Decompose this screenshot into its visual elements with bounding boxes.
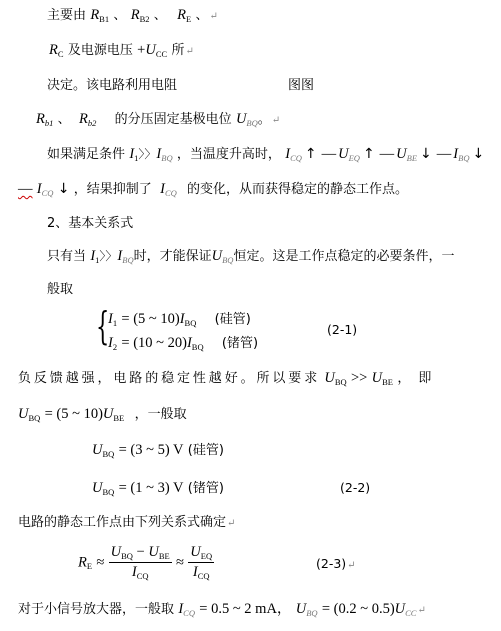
- up-arrow-icon: ↑: [362, 146, 375, 162]
- var-ube: U: [371, 370, 383, 386]
- sub-b1: b1: [44, 118, 54, 128]
- figure-ref: [288, 76, 314, 95]
- var-icq: I: [178, 601, 184, 617]
- sub-be: BE: [113, 413, 125, 423]
- line8-text: 只有当: [47, 249, 87, 264]
- eq3-number: [316, 555, 356, 575]
- figure-ref-text: 图图: [288, 78, 315, 93]
- line9-text: 般取: [47, 282, 74, 297]
- sub-bq: BQ: [121, 551, 133, 561]
- sub-1: 1: [95, 255, 100, 265]
- text-line-4: [36, 110, 280, 130]
- line10-tail: ，即: [397, 371, 440, 386]
- text-line-9: [47, 280, 73, 299]
- sep: 、: [113, 8, 127, 23]
- sub-cq: CQ: [41, 188, 54, 198]
- equation-number: (2-3): [316, 556, 347, 571]
- expr: = 0.5 ~ 2 mA，: [199, 601, 292, 617]
- eq1-row2: [108, 334, 258, 353]
- text-line-3: [47, 76, 177, 95]
- var-ubq: U: [110, 544, 122, 560]
- sub-b2: B2: [139, 14, 150, 24]
- var-i1: I: [129, 146, 135, 162]
- line10-text: 负反馈越强，电路的稳定性越好。所以要求: [18, 371, 321, 386]
- period: 。: [257, 112, 271, 127]
- text-line-5: [47, 145, 487, 164]
- down-arrow-icon: ↓: [420, 146, 432, 162]
- var-ubq: U: [235, 111, 247, 127]
- dash: —: [379, 146, 395, 162]
- sep: 、: [153, 8, 167, 23]
- var-ibq: I: [117, 248, 123, 264]
- up-arrow-icon: ↑: [304, 146, 317, 162]
- var-rb1: R: [36, 111, 45, 127]
- chain-variable: U: [338, 146, 349, 162]
- line8-text3: 恒定。这是工作点稳定的必要条件，一: [233, 249, 455, 264]
- sub-bq: BQ: [246, 118, 258, 128]
- var-icq: I: [131, 564, 137, 580]
- fraction-2-denominator: [188, 563, 214, 581]
- note-silicon: (硅管): [187, 443, 224, 458]
- text-line-2: [49, 41, 194, 61]
- down-arrow-icon: ↓: [472, 146, 485, 162]
- sub-bq: BQ: [102, 487, 115, 497]
- line8-text2: 时，才能保证: [133, 249, 212, 264]
- equation-number: (2-2): [340, 480, 371, 495]
- line6-text: ，结果抑制了: [73, 182, 152, 197]
- line11-text: ，一般取: [134, 407, 187, 422]
- var-ibq: I: [179, 311, 185, 327]
- dash: —: [436, 146, 452, 162]
- section-heading: [47, 214, 133, 233]
- var-i1: I: [108, 311, 113, 327]
- sub-bq: BQ: [334, 377, 347, 387]
- text-line-6: [18, 180, 408, 199]
- return-mark-icon: ↵: [271, 115, 281, 126]
- sub-bq: BQ: [306, 608, 318, 618]
- var-ube: U: [102, 406, 114, 422]
- chain-subscript: BE: [406, 153, 418, 163]
- sub-b1: B1: [99, 14, 110, 24]
- var-i1: I: [90, 248, 96, 264]
- fraction-1-denominator: [109, 563, 172, 581]
- sub-bq: BQ: [222, 255, 234, 265]
- sub-cc: CC: [405, 608, 417, 618]
- sub-e: E: [86, 561, 93, 571]
- line13-text: 对于小信号放大器，一般取: [18, 602, 175, 617]
- sub-cc: CC: [155, 49, 168, 59]
- var-ueq: U: [190, 544, 201, 560]
- expr: = (10 ~ 20): [121, 335, 187, 351]
- note-germanium: (锗管): [187, 481, 224, 496]
- return-mark-icon: ↵: [227, 518, 236, 529]
- return-mark-icon: ↵: [417, 605, 426, 616]
- fraction-2-numerator: [188, 544, 214, 563]
- text-line-8: [47, 247, 454, 266]
- line2-text: 及电源电压: [67, 43, 133, 58]
- sub-e: E: [185, 14, 192, 24]
- sub-bq: BQ: [191, 342, 204, 352]
- fraction-1-numerator: [109, 544, 172, 563]
- var-ubq: U: [92, 442, 103, 458]
- dash: —: [321, 146, 337, 162]
- var-re: R: [177, 7, 186, 23]
- line5-text2: ，当温度升高时，: [176, 147, 281, 162]
- chain-variable: I: [453, 146, 459, 162]
- sub-bq: BQ: [28, 413, 41, 423]
- return-mark-icon: ↵: [209, 11, 218, 22]
- sub-bq: BQ: [122, 255, 134, 265]
- plus: +: [137, 42, 146, 58]
- eq2-row2: [92, 479, 224, 498]
- note-silicon: (硅管): [214, 312, 251, 327]
- var-rb2: R: [78, 111, 88, 127]
- sub-be: BE: [158, 551, 170, 561]
- expr: = (1 ~ 3) V: [118, 480, 184, 496]
- eq2-row1: [92, 441, 224, 460]
- sub-b2: b2: [87, 118, 97, 128]
- var-rb2: R: [130, 7, 140, 23]
- expr: = (3 ~ 5) V: [118, 442, 184, 458]
- much-greater: >>: [351, 370, 368, 386]
- var-icq: I: [192, 564, 198, 580]
- fraction-2: [188, 544, 214, 581]
- sep: 、: [57, 112, 71, 127]
- much-greater: 〉〉: [138, 147, 157, 161]
- text-line-11: [18, 405, 187, 424]
- sub-c: C: [57, 49, 64, 59]
- text-line-13: [18, 600, 426, 620]
- sub-bq: BQ: [184, 318, 197, 328]
- var-ucc: U: [145, 42, 156, 58]
- equation-number: (2-1): [327, 322, 358, 337]
- line6-text2: 的变化，从而获得稳定的静态工作点。: [187, 182, 409, 197]
- var-ibq: I: [186, 335, 192, 351]
- chain-subscript: BQ: [458, 153, 470, 163]
- fraction-1: [109, 544, 172, 581]
- expr: = (0.2 ~ 0.5): [321, 601, 395, 617]
- var-re: R: [78, 554, 87, 571]
- return-mark-icon: ↵: [185, 46, 194, 57]
- sub-bq: BQ: [102, 449, 115, 459]
- down-arrow-icon: ↓: [57, 181, 70, 197]
- note-germanium: (锗管): [221, 336, 259, 351]
- chain-variable: I: [285, 146, 291, 162]
- sub-bq: BQ: [161, 153, 173, 163]
- var-ubq: U: [295, 601, 307, 617]
- minus: −: [132, 544, 149, 560]
- var-ubq: U: [18, 406, 29, 422]
- sub-cq: CQ: [136, 571, 149, 581]
- sub-cq: CQ: [183, 608, 195, 618]
- line5-text: 如果满足条件: [47, 147, 126, 162]
- sub-cq: CQ: [197, 571, 210, 581]
- chain-subscript: EQ: [348, 153, 360, 163]
- expr: = (5 ~ 10): [44, 406, 103, 422]
- line1-text: 主要由: [47, 8, 87, 23]
- var-ubq: U: [324, 370, 335, 386]
- heading-text: 2、基本关系式: [47, 216, 134, 231]
- line4-text: 的分压固定基极电位: [114, 112, 232, 127]
- sub-2: 2: [112, 342, 118, 352]
- expr: = (5 ~ 10): [121, 311, 180, 327]
- eq1-row1: [108, 310, 251, 329]
- line2-tail: 所: [171, 43, 185, 58]
- approx: ≈: [96, 554, 105, 571]
- sub-be: BE: [382, 377, 394, 387]
- sub-eq: EQ: [200, 551, 213, 561]
- chain-variable: U: [396, 146, 407, 162]
- return-mark-icon: ↵: [347, 560, 356, 571]
- sub-1: 1: [112, 318, 118, 328]
- sep: 、: [195, 8, 209, 23]
- var-i2: I: [108, 335, 113, 351]
- dash: —: [18, 181, 33, 197]
- eq3: [78, 543, 214, 583]
- chain-subscript: CQ: [290, 153, 302, 163]
- var-ubq: U: [92, 480, 103, 496]
- text-line-12: [18, 513, 235, 533]
- much-greater: 〉〉: [99, 249, 118, 263]
- var-icq: I: [160, 181, 165, 197]
- line12-text: 电路的静态工作点由下列关系式确定: [18, 515, 227, 530]
- approx: ≈: [176, 554, 184, 571]
- left-brace: {: [96, 304, 110, 348]
- var-icq: I: [36, 181, 42, 197]
- sub-1: 1: [134, 153, 139, 163]
- line3-text: 决定。该电路利用电阻: [47, 78, 178, 93]
- var-ibq: I: [156, 146, 162, 162]
- eq1-number: [327, 321, 357, 339]
- sub-cq: CQ: [164, 188, 177, 198]
- eq2-number: [340, 479, 370, 497]
- var-rb1: R: [90, 7, 100, 23]
- causal-chain: [285, 146, 487, 162]
- var-ucc: U: [394, 601, 406, 617]
- var-ubq: U: [211, 248, 223, 264]
- text-line-10: [18, 369, 439, 388]
- var-ube: U: [148, 544, 159, 560]
- text-line-1: [47, 6, 218, 26]
- var-rc: R: [49, 42, 58, 58]
